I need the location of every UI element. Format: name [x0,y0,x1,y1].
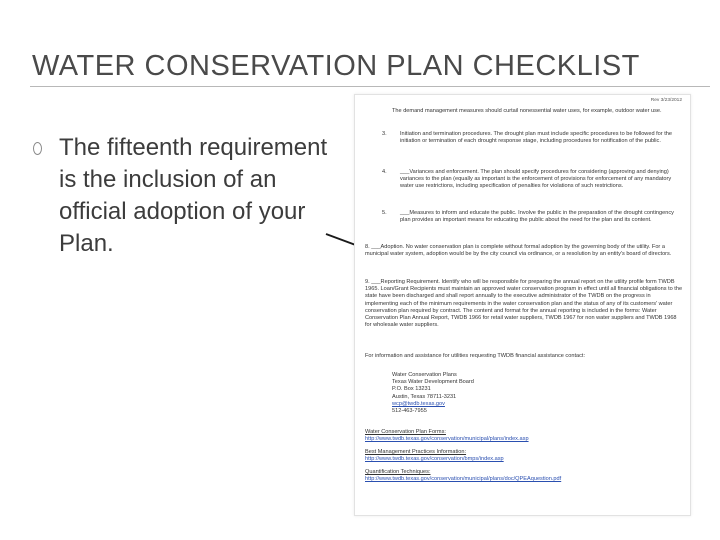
contact-email-link[interactable]: wcp@twdb.texas.gov [392,400,445,407]
forms-link[interactable]: http://www.twdb.texas.gov/conservation/municipal/plans/index.asp [365,436,529,443]
doc-intro: The demand management measures should curtail nonessential water uses, for example, outdoor water use. [392,108,662,114]
contact-line: Austin, Texas 78711-3231 [392,393,457,400]
contact-line: 512-463-7955 [392,408,427,415]
link-label: Quantification Techniques: [365,469,431,475]
link-group [365,449,683,463]
quantification-link[interactable]: http://www.twdb.texas.gov/conservation/municipal/plans/doc/QPEAquestion.pdf [365,476,562,483]
checklist-document-image [354,94,691,516]
item-number: 4. [382,169,387,175]
link-group [365,469,683,483]
item-text: Initiation and termination procedures. The drought plan must include specific procedures to be followed for the initiation or termination of each drought response stage, including procedures for notification of the public. [400,131,672,145]
item-number: 3. [382,131,387,137]
link-label: Water Conservation Plan Forms: [365,429,446,435]
adoption-item: 8. ___Adoption. No water conservation plan is complete without formal adoption by the governing body of the utility. For a municipal water system, adoption would be by the city council via ordinance, or a resolution by an entity's board of directors. [365,244,672,258]
contact-line: Texas Water Development Board [392,379,474,386]
reporting-item: 9. ___Reporting Requirement. Identify who will be responsible for preparing the annual report on the utility profile form TWDB 1965. Loan/Grant Recipients must maintain an approved water conservation program in effect until all financial obligations to the state have been discharged and shall report annually to the executive administrator of the TWDB on the progress in implementing each of the minimum requirements in the water conservation plan and the status of any of its customers' water conservation plan required by contract. The content and format for the annual reporting is included in the forms: Water Conservation Plan Annual Report, TWDB 1966 for retail water suppliers, TWDB 1967 for non water suppliers and TWDB 1968 for wholesale water suppliers. [365,279,683,329]
item-text: ___Variances and enforcement. The plan should specify procedures for considering (approving and denying) variances to the plan (equally as important is the enforcement of provisions for enforcement of any mandatory water use restrictions, including specification of penalties for violations of such restrictions. [400,169,672,190]
contact-block [392,372,592,415]
bullet-text: The fifteenth requirement is the inclusion of an official adoption of your Plan. [59,134,328,257]
item-number: 5. [382,210,387,216]
contact-line: Water Conservation Plans [392,372,457,378]
item-text: ___Measures to inform and educate the public. Involve the public in the preparation of the drought contingency plan provides an important means for educating the public about the need for the plan and its content. [400,210,674,224]
link-label: Best Management Practices Information: [365,449,467,455]
contact-line: P.O. Box 13231 [392,386,431,393]
link-group [365,429,683,443]
bmp-link[interactable]: http://www.twdb.texas.gov/conservation/bmps/index.asp [365,456,504,463]
revision-date: Rev 3/23/2012 [650,98,682,103]
assistance-text: For information and assistance for utilities requesting TWDB financial assistance contact: [365,353,586,359]
slide-title: WATER CONSERVATION PLAN CHECKLIST [32,50,640,82]
